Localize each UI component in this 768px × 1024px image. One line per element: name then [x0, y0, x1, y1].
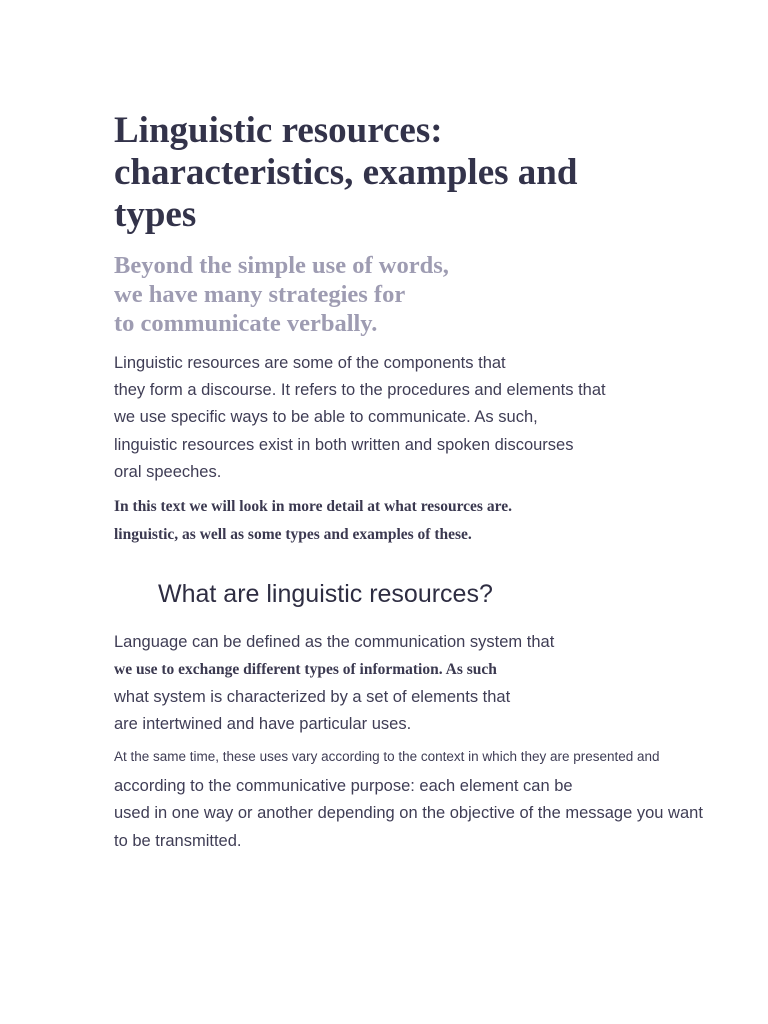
article-subtitle	[114, 251, 449, 338]
intro-line: Linguistic resources are some of the components that	[114, 354, 506, 372]
subtitle-line: to communicate verbally.	[114, 310, 378, 337]
title-line: Linguistic resources:	[114, 110, 443, 151]
section-body-line: At the same time, these uses vary according to the context in which they are presented and	[114, 749, 660, 764]
intro-line: linguistic resources exist in both written and spoken discourses	[114, 436, 574, 454]
title-line: types	[114, 194, 197, 235]
section-body-line: to be transmitted.	[114, 832, 242, 850]
intro-line: oral speeches.	[114, 463, 222, 481]
intro-bold-line: In this text we will look in more detail at what resources are.	[114, 498, 512, 515]
section-body-line: used in one way or another depending on the objective of the message you want	[114, 804, 703, 822]
title-line: characteristics, examples and	[114, 152, 578, 193]
subtitle-line: Beyond the simple use of words,	[114, 252, 449, 279]
article-title	[114, 110, 674, 236]
intro-line: they form a discourse. It refers to the procedures and elements that	[114, 381, 606, 399]
section-body-line: we use to exchange different types of information. As such	[114, 661, 497, 678]
subtitle-line: we have many strategies for	[114, 281, 406, 308]
intro-bold-line: linguistic, as well as some types and examples of these.	[114, 526, 472, 543]
section-heading: What are linguistic resources?	[158, 580, 493, 608]
section-body-line: what system is characterized by a set of elements that	[114, 688, 511, 706]
section-body-line: are intertwined and have particular uses.	[114, 715, 412, 733]
intro-line: we use specific ways to be able to communicate. As such,	[114, 408, 538, 426]
section-body-line: Language can be defined as the communication system that	[114, 633, 555, 651]
section-body-line: according to the communicative purpose: each element can be	[114, 777, 573, 795]
